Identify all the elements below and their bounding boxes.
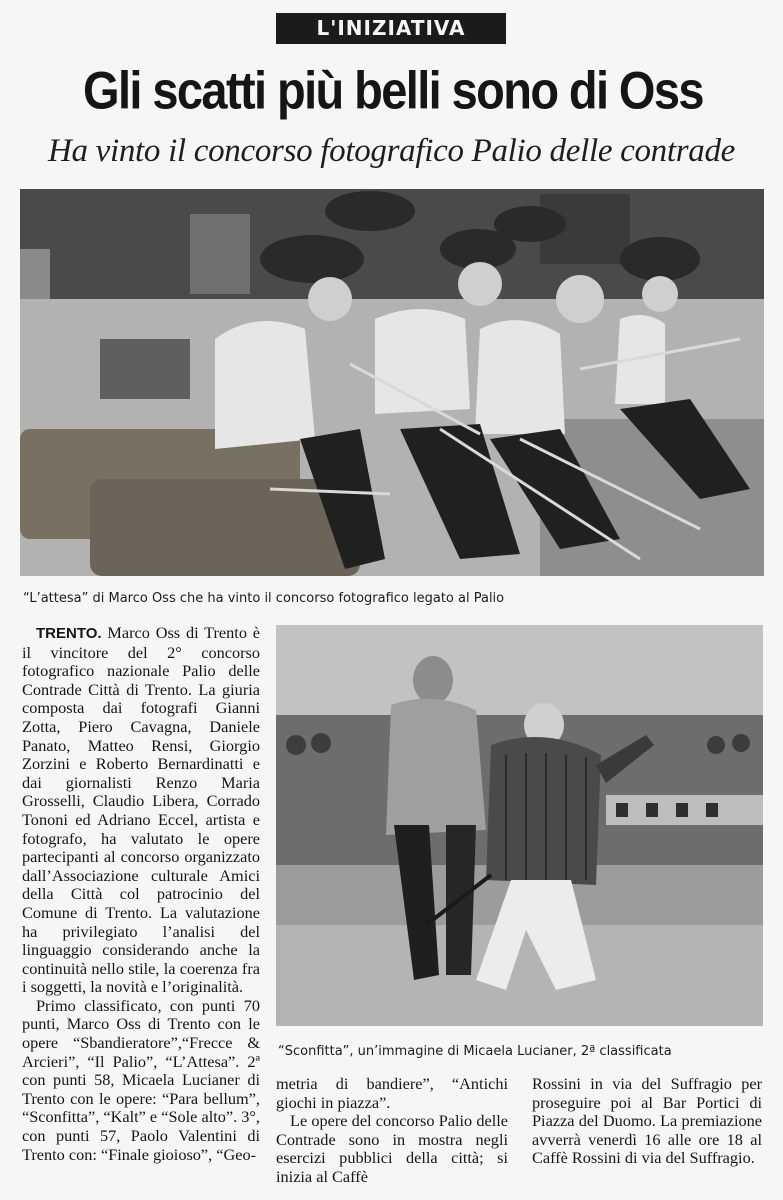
article-paragraph-3: Le opere del concorso Palio delle Contrade sono in mostra negli esercizi pubblici della città; si inizia al Caffè [276,1111,508,1186]
article-paragraph-1 [22,624,260,997]
article-paragraph-2: Primo classificato, con punti 70 punti, Marco Oss di Trento con le opere “Sbandieratore”,“Frecce & Arcieri”, “Il Palio”, “L’Attesa”. 2ª con punti 58, Micaela Lucianer di Trento con le opere: “Para bellum”, “Sconfitta”, “Kalt” e “Sole alto”. 3°, con punti 57, Paolo Valentini di Trento con: “Finale gioioso”, “Geo- [22,995,260,1164]
photo-young-archers-seated [20,189,764,576]
headline: Gli scatti più belli sono di Oss [83,60,703,120]
dateline: TRENTO. [36,625,102,642]
article-column-3 [532,1075,762,1168]
article-paragraph-2-cont: metria di bandiere”, “Antichi giochi in piazza”. [276,1074,508,1112]
article-column-2 [276,1075,508,1187]
photo-caption-top: “L’attesa” di Marco Oss che ha vinto il concorso fotografico legato al Palio [23,591,505,606]
article-text: Marco Oss di Trento è il vincitore del 2° concorso fotografico nazionale Palio delle Contrade Città di Trento. La giuria composta dai fotografi Gianni Zotta, Piero Cavagna, Daniele Panato, Matteo Rensi, Giorgio Zorzini e Roberto Bernardinatti e dai giornalisti Renzo Maria Grosselli, Claudio Libera, Corrado Tononi ed Adriano Eccel, artista e fotografo, ha valutato le opere partecipanti al concorso organizzato dall’Associazione culturale Amici della Città col patrocinio del Comune di Trento. La valutazione ha privilegiato l’analisi del linguaggio considerando anche la continuità nello stile, la coerenza fra i soggetti, la novità e l’originalità. [22,623,261,997]
article-paragraph-3-cont: Rossini in via del Suffragio per proseguire poi al Bar Portici di Piazza del Duomo. La premiazione avverrà venerdì 16 alle ore 18 al Caffè Rossini di via del Suffragio. [532,1074,762,1168]
article-column-1 [22,624,260,1164]
photo-caption-bottom: “Sconfitta”, un’immagine di Micaela Lucianer, 2ª classificata [278,1044,672,1059]
photo-medieval-duel [276,625,763,1026]
subheadline: Ha vinto il concorso fotografico Palio delle contrade [47,133,736,169]
section-label: L'INIZIATIVA [276,13,506,44]
